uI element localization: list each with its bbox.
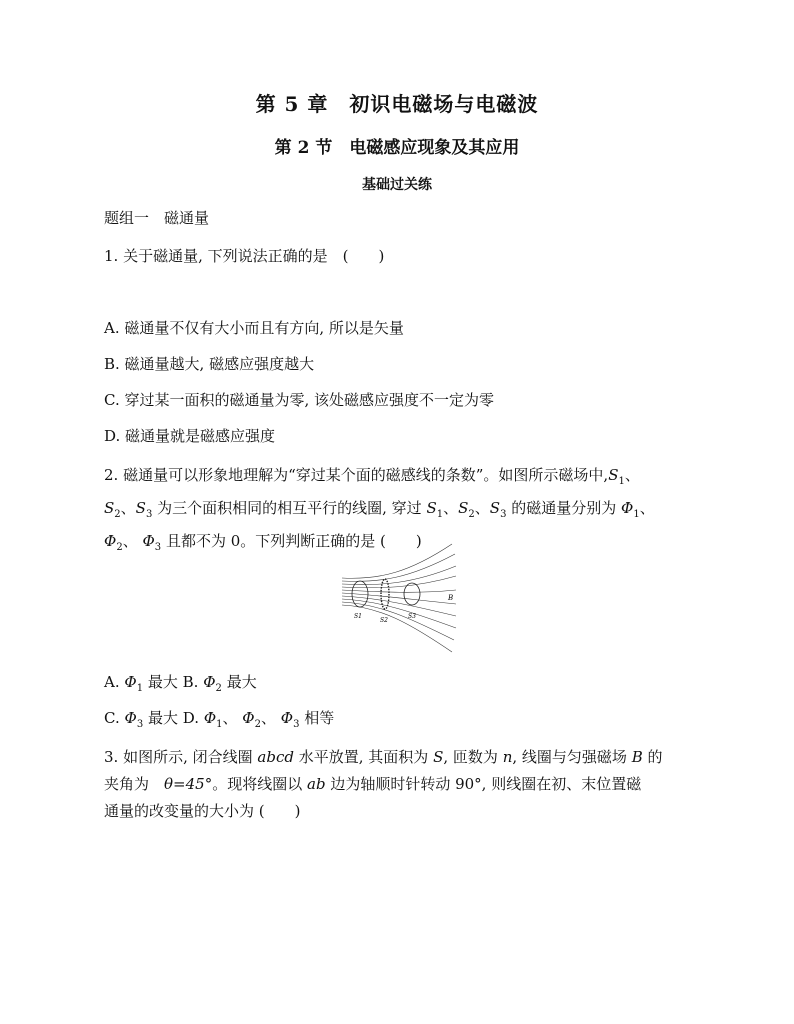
coil-s3	[404, 583, 420, 605]
q3-stem: 3. 如图所示, 闭合线圈 abcd 水平放置, 其面积为 S, 匝数为 n, 线圈与匀强磁场 B 的 夹角为 θ=45°。现将线圈以 ab 边为轴顺时针转动 90°, 则线圈在初、末位置磁 通量的改变量的大小为 ( )	[104, 748, 663, 820]
label-s3: S3	[408, 613, 416, 620]
q2-stem: 2. 磁通量可以形象地理解为“穿过某个面的磁感线的条数”。如图所示磁场中$,S_1$、 $S_2$、$S_3$ 为三个面积相同的相互平行的线圈, 穿过 $S_1$、$S_2$、$S_3$ 的磁通量分别为 $\Phi_1$、 $\Phi_2$、 $\Phi_3$ 且都不为 0。下列判断正确的是 ( )	[104, 466, 655, 553]
q1-stem: 1. 关于磁通量, 下列说法正确的是 ( )	[104, 247, 385, 265]
q2-options-cd: C. $\Phi_3$ 最大 D. $\Phi_1$、 $\Phi_2$、 $\Phi_3$ 相等	[104, 709, 335, 730]
field-line	[342, 554, 455, 581]
magnetic-field-figure	[340, 542, 460, 656]
q1-option-d: D. 磁通量就是磁感应强度	[104, 427, 276, 445]
q1-option-b: B. 磁通量越大, 磁感应强度越大	[104, 355, 315, 373]
label-b: B	[448, 594, 454, 602]
label-s2: S2	[380, 617, 388, 624]
field-line	[342, 544, 452, 578]
practice-title: 基础过关练	[362, 177, 432, 193]
q2-options-ab: A. $\Phi_1$ 最大 B. $\Phi_2$ 最大	[104, 673, 257, 694]
field-line	[342, 593, 456, 604]
q1-option-c: C. 穿过某一面积的磁通量为零, 该处磁感应强度不一定为零	[104, 391, 495, 409]
q1-option-a: A. 磁通量不仅有大小而且有方向, 所以是矢量	[104, 319, 404, 337]
field-line	[342, 590, 456, 592]
group1-title: 题组一 磁通量	[104, 209, 210, 227]
field-lines	[342, 544, 456, 652]
chapter-title: 第 5 章 初识电磁场与电磁波	[255, 92, 539, 116]
section-title: 第 2 节 电磁感应现象及其应用	[274, 138, 520, 158]
label-s1: S1	[354, 613, 362, 620]
field-line	[342, 566, 456, 585]
